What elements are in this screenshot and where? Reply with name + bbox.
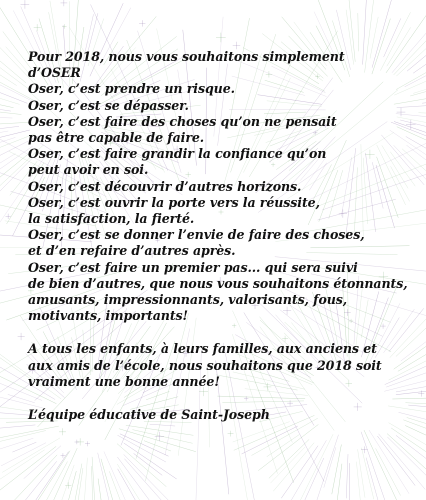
firework-streak (346, 454, 348, 498)
firework-streak (271, 447, 306, 483)
intro-paragraph (28, 49, 420, 81)
oser-paragraph (28, 81, 420, 324)
firework-streak (92, 457, 97, 500)
firework-streak (366, 458, 380, 500)
oser-line: Oser, c’est prendre un risque. (28, 81, 235, 97)
wishes-line: vraiment une bonne année! (28, 373, 220, 389)
wishes-line: aux amis de l’école, nous souhaitons que 2018 soit (28, 357, 382, 373)
firework-streak (396, 435, 426, 482)
new-year-letter (28, 49, 420, 423)
firework-streak (118, 435, 166, 462)
oser-line: Oser, c’est faire grandir la confiance qu’on (28, 146, 327, 162)
firework-streak (0, 116, 12, 118)
firework-streak (332, 445, 342, 495)
firework-streak (117, 464, 140, 500)
oser-line: Oser, c’est ouvrir la porte vers la réussite, (28, 194, 320, 210)
firework-streak (39, 462, 68, 500)
firework-streak (358, 449, 365, 498)
firework-streak (258, 424, 318, 470)
firework-streak (2, 438, 60, 473)
oser-line: peut avoir en soi. (28, 162, 149, 178)
firework-streak (83, 458, 88, 500)
firework-streak (358, 13, 359, 51)
firework-streak (119, 429, 196, 452)
firework-streak (377, 436, 415, 486)
wishes-paragraph (28, 341, 420, 390)
firework-streak (117, 444, 166, 487)
firework-streak (109, 471, 131, 500)
firework-streak (273, 443, 314, 492)
firework-streak (0, 446, 56, 491)
firework-streak (98, 479, 104, 500)
firework-streak (364, 430, 407, 500)
firework-streak (296, 458, 324, 500)
firework-streak (362, 448, 374, 500)
firework-streak (69, 464, 82, 500)
firework-streak (117, 457, 158, 500)
firework-streak (0, 52, 17, 86)
firework-streak (315, 435, 339, 500)
firework-streak (14, 461, 56, 500)
firework-streak (92, 466, 94, 500)
oser-line: Oser, c’est faire un premier pas... qui sera suivi (28, 259, 358, 275)
intro-line: d’OSER (28, 65, 81, 81)
oser-line: la satisfaction, la fierté. (28, 211, 195, 227)
oser-line: pas être capable de faire. (28, 130, 205, 146)
firework-streak (72, 468, 83, 500)
oser-line: Oser, c’est faire des choses qu’on ne pensait (28, 113, 337, 129)
oser-line: Oser, c’est se donner l’envie de faire des choses, (28, 227, 365, 243)
oser-line: amusants, impressionnants, valorisants, fous, (28, 292, 348, 308)
firework-streak (422, 99, 426, 103)
wishes-line: A tous les enfants, à leurs familles, aux anciens et (28, 341, 377, 357)
oser-line: de bien d’autres, que nous vous souhaitons étonnants, (28, 275, 408, 291)
firework-streak (391, 428, 426, 455)
oser-line: Oser, c’est se dépasser. (28, 97, 189, 113)
firework-streak (118, 469, 140, 500)
firework-streak (0, 92, 14, 108)
firework-streak (0, 90, 20, 105)
firework-streak (0, 425, 35, 429)
oser-line: motivants, importants! (28, 308, 188, 324)
firework-streak (1, 443, 46, 466)
firework-streak (0, 105, 11, 112)
firework-streak (387, 434, 426, 472)
signature: L’équipe éducative de Saint-Joseph (28, 407, 270, 423)
firework-streak (124, 443, 177, 479)
oser-line: et d’en refaire d’autres après. (28, 243, 236, 259)
oser-line: Oser, c’est découvrir d’autres horizons. (28, 178, 302, 194)
firework-streak (98, 453, 117, 500)
firework-streak (281, 446, 318, 499)
intro-line: Pour 2018, nous vous souhaitons simplement (28, 49, 345, 64)
